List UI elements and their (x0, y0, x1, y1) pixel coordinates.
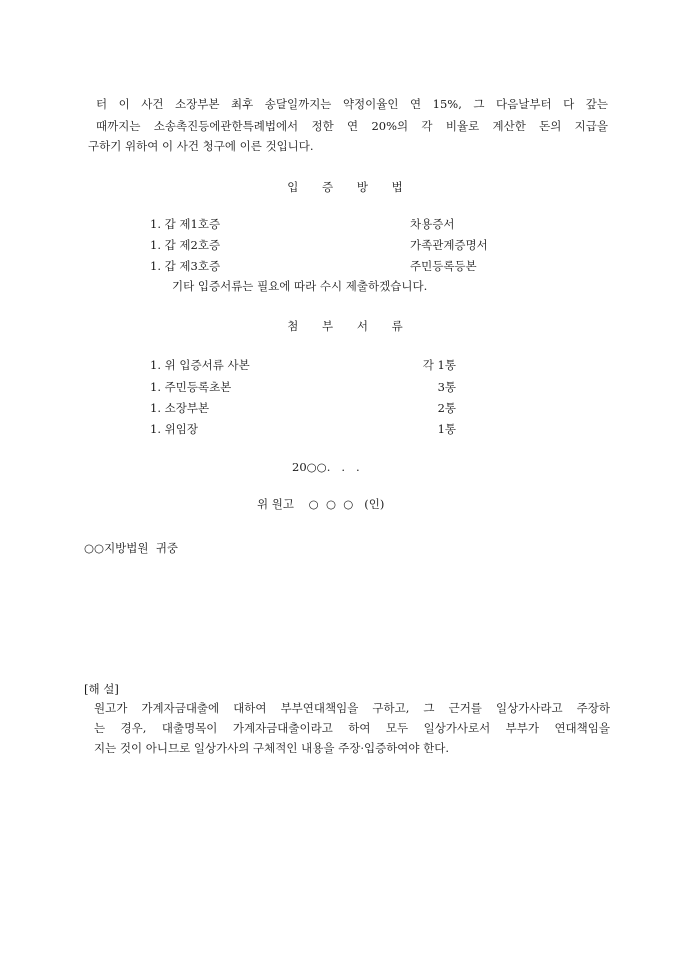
evidence-item-1 (150, 217, 220, 231)
attachment-item-3 (150, 401, 209, 415)
paragraph-line-2: 때까지는 소송촉진등에관한특례법에서 정한 연 20%의 각 비율로 계산한 돈의 지급을 (96, 119, 608, 133)
attachment-item-1-count: 각 1통 (422, 358, 456, 372)
attachment-item-label: 위 입증서류 사본 (164, 358, 250, 372)
attachment-item-number: 1. (150, 358, 161, 372)
attachment-item-number: 1. (150, 401, 161, 415)
attachment-item-label: 소장부본 (164, 401, 210, 415)
evidence-item-3 (150, 259, 220, 273)
evidence-item-3-doc: 주민등록등본 (410, 259, 477, 273)
attachments-heading: 첨 부 서 류 (287, 319, 413, 333)
attachment-item-3-count: 2통 (437, 401, 456, 415)
commentary-line-3: 지는 것이 아니므로 일상가사의 구체적인 내용을 주장·입증하여야 한다. (94, 741, 450, 755)
evidence-item-number: 1. (150, 217, 161, 231)
attachment-item-label: 위임장 (164, 422, 198, 436)
paragraph-line-3: 구하기 위하여 이 사건 청구에 이른 것입니다. (88, 139, 314, 153)
evidence-item-label: 갑 제3호증 (164, 259, 221, 273)
attachment-item-label: 주민등록초본 (164, 380, 232, 394)
evidence-item-2-doc: 가족관계증명서 (410, 238, 488, 252)
commentary-line-1: 원고가 가계자금대출에 대하여 부부연대책임을 구하고, 그 근거를 일상가사라고 주장하 (94, 701, 610, 715)
attachment-item-2 (150, 380, 231, 394)
evidence-heading: 입 증 방 법 (287, 180, 413, 194)
evidence-item-label: 갑 제2호증 (164, 238, 221, 252)
attachment-item-2-count: 3통 (437, 380, 456, 394)
attachment-item-1 (150, 358, 250, 372)
evidence-item-1-doc: 차용증서 (410, 217, 455, 231)
evidence-item-label: 갑 제1호증 (164, 217, 221, 231)
evidence-item-2 (150, 238, 220, 252)
evidence-item-number: 1. (150, 238, 161, 252)
plaintiff-signature: 위 원고 ○ ○ ○ (인) (257, 497, 385, 511)
filing-date: 20○○. . . (292, 460, 360, 474)
attachment-item-number: 1. (150, 422, 161, 436)
commentary-label: [해 설] (84, 682, 119, 696)
attachment-item-number: 1. (150, 380, 161, 394)
evidence-note: 기타 입증서류는 필요에 따라 수시 제출하겠습니다. (172, 279, 428, 293)
court-addressee: ○○지방법원 귀중 (84, 541, 179, 555)
commentary-line-2: 는 경우, 대출명목이 가계자금대출이라고 하여 모두 일상가사로서 부부가 연대책임을 (94, 721, 610, 735)
paragraph-line-1: 터 이 사건 소장부본 최후 송달일까지는 약정이율인 연 15%, 그 다음날부터 다 갚는 (96, 97, 608, 111)
attachment-item-4-count: 1통 (437, 422, 456, 436)
evidence-item-number: 1. (150, 259, 161, 273)
attachment-item-4 (150, 422, 198, 436)
